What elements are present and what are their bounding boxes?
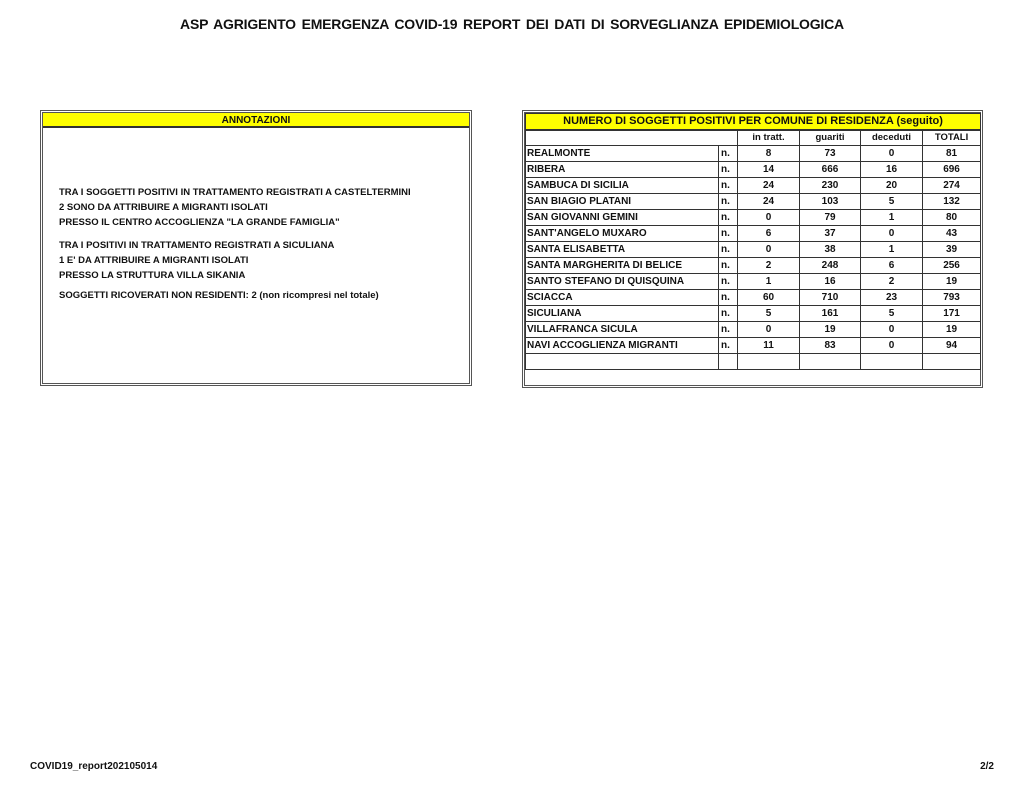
unit-label: n.	[719, 146, 738, 162]
empty-cell	[800, 354, 861, 370]
value-in-tratt: 0	[738, 210, 800, 226]
value-guariti: 666	[800, 162, 861, 178]
value-totali: 696	[923, 162, 981, 178]
value-totali: 19	[923, 274, 981, 290]
value-guariti: 19	[800, 322, 861, 338]
table-row	[526, 226, 981, 242]
unit-label: n.	[719, 258, 738, 274]
value-deceduti: 0	[861, 338, 923, 354]
value-totali: 256	[923, 258, 981, 274]
unit-label: n.	[719, 178, 738, 194]
comune-name: SAN GIOVANNI GEMINI	[526, 210, 719, 226]
value-guariti: 248	[800, 258, 861, 274]
annotations-box	[40, 110, 472, 386]
unit-label: n.	[719, 322, 738, 338]
annotation-line: PRESSO IL CENTRO ACCOGLIENZA "LA GRANDE FAMIGLIA"	[59, 217, 340, 228]
value-guariti: 16	[800, 274, 861, 290]
footer-page-number: 2/2	[980, 761, 994, 772]
table-row	[526, 242, 981, 258]
value-totali: 171	[923, 306, 981, 322]
value-in-tratt: 0	[738, 242, 800, 258]
positives-table	[525, 113, 981, 370]
value-guariti: 161	[800, 306, 861, 322]
annotations-body	[59, 185, 461, 303]
value-totali: 19	[923, 322, 981, 338]
value-in-tratt: 6	[738, 226, 800, 242]
value-in-tratt: 5	[738, 306, 800, 322]
empty-cell	[923, 354, 981, 370]
value-totali: 94	[923, 338, 981, 354]
column-header-guariti: guariti	[800, 130, 861, 146]
empty-cell	[526, 354, 719, 370]
comune-name: SANTO STEFANO DI QUISQUINA	[526, 274, 719, 290]
comune-name: SAMBUCA DI SICILIA	[526, 178, 719, 194]
value-totali: 43	[923, 226, 981, 242]
table-row	[526, 274, 981, 290]
column-header-in-tratt: in tratt.	[738, 130, 800, 146]
header-empty-cell	[526, 130, 738, 146]
value-guariti: 38	[800, 242, 861, 258]
unit-label: n.	[719, 210, 738, 226]
table-row	[526, 322, 981, 338]
unit-label: n.	[719, 306, 738, 322]
value-deceduti: 20	[861, 178, 923, 194]
value-in-tratt: 1	[738, 274, 800, 290]
table-empty-row	[526, 354, 981, 370]
value-guariti: 83	[800, 338, 861, 354]
annotation-line: 1 E' DA ATTRIBUIRE A MIGRANTI ISOLATI	[59, 255, 249, 266]
unit-label: n.	[719, 242, 738, 258]
value-deceduti: 0	[861, 322, 923, 338]
unit-label: n.	[719, 226, 738, 242]
comune-name: VILLAFRANCA SICULA	[526, 322, 719, 338]
empty-cell	[719, 354, 738, 370]
value-deceduti: 2	[861, 274, 923, 290]
table-row	[526, 178, 981, 194]
value-totali: 132	[923, 194, 981, 210]
column-header-deceduti: deceduti	[861, 130, 923, 146]
comune-name: SANTA MARGHERITA DI BELICE	[526, 258, 719, 274]
value-guariti: 710	[800, 290, 861, 306]
table-title-row	[526, 114, 981, 130]
value-in-tratt: 2	[738, 258, 800, 274]
annotation-line: 2 SONO DA ATTRIBUIRE A MIGRANTI ISOLATI	[59, 202, 268, 213]
value-deceduti: 1	[861, 242, 923, 258]
table-row	[526, 194, 981, 210]
value-guariti: 37	[800, 226, 861, 242]
value-deceduti: 0	[861, 226, 923, 242]
comune-name: NAVI ACCOGLIENZA MIGRANTI	[526, 338, 719, 354]
value-totali: 81	[923, 146, 981, 162]
table-row	[526, 290, 981, 306]
annotations-heading: ANNOTAZIONI	[43, 113, 469, 128]
unit-label: n.	[719, 274, 738, 290]
table-row	[526, 162, 981, 178]
positives-table-box	[522, 110, 983, 388]
table-row	[526, 210, 981, 226]
comune-name: SAN BIAGIO PLATANI	[526, 194, 719, 210]
value-totali: 793	[923, 290, 981, 306]
annotation-line: PRESSO LA STRUTTURA VILLA SIKANIA	[59, 270, 246, 281]
table-header-row	[526, 130, 981, 146]
value-deceduti: 16	[861, 162, 923, 178]
table-row	[526, 306, 981, 322]
value-in-tratt: 14	[738, 162, 800, 178]
unit-label: n.	[719, 162, 738, 178]
value-deceduti: 23	[861, 290, 923, 306]
comune-name: REALMONTE	[526, 146, 719, 162]
annotation-line: SOGGETTI RICOVERATI NON RESIDENTI: 2 (non ricompresi nel totale)	[59, 290, 379, 301]
value-in-tratt: 24	[738, 178, 800, 194]
table-row	[526, 338, 981, 354]
page-title: ASP AGRIGENTO EMERGENZA COVID-19 REPORT DEI DATI DI SORVEGLIANZA EPIDEMIOLOGICA	[180, 16, 844, 32]
value-in-tratt: 8	[738, 146, 800, 162]
value-in-tratt: 0	[738, 322, 800, 338]
value-deceduti: 5	[861, 194, 923, 210]
comune-name: SCIACCA	[526, 290, 719, 306]
value-in-tratt: 60	[738, 290, 800, 306]
footer-filename: COVID19_report202105014	[30, 761, 158, 772]
value-deceduti: 0	[861, 146, 923, 162]
value-guariti: 103	[800, 194, 861, 210]
table-row	[526, 146, 981, 162]
value-totali: 274	[923, 178, 981, 194]
empty-cell	[861, 354, 923, 370]
table-title: NUMERO DI SOGGETTI POSITIVI PER COMUNE DI RESIDENZA (seguito)	[526, 114, 981, 130]
comune-name: SANTA ELISABETTA	[526, 242, 719, 258]
value-totali: 80	[923, 210, 981, 226]
unit-label: n.	[719, 290, 738, 306]
value-deceduti: 6	[861, 258, 923, 274]
unit-label: n.	[719, 338, 738, 354]
annotation-line: TRA I SOGGETTI POSITIVI IN TRATTAMENTO REGISTRATI A CASTELTERMINI	[59, 187, 411, 198]
value-deceduti: 5	[861, 306, 923, 322]
value-guariti: 230	[800, 178, 861, 194]
value-in-tratt: 24	[738, 194, 800, 210]
annotation-line: TRA I POSITIVI IN TRATTAMENTO REGISTRATI A SICULIANA	[59, 240, 335, 251]
value-deceduti: 1	[861, 210, 923, 226]
value-in-tratt: 11	[738, 338, 800, 354]
comune-name: RIBERA	[526, 162, 719, 178]
column-header-totali: TOTALI	[923, 130, 981, 146]
value-guariti: 73	[800, 146, 861, 162]
value-totali: 39	[923, 242, 981, 258]
unit-label: n.	[719, 194, 738, 210]
value-guariti: 79	[800, 210, 861, 226]
empty-cell	[738, 354, 800, 370]
comune-name: SANT'ANGELO MUXARO	[526, 226, 719, 242]
table-row	[526, 258, 981, 274]
comune-name: SICULIANA	[526, 306, 719, 322]
